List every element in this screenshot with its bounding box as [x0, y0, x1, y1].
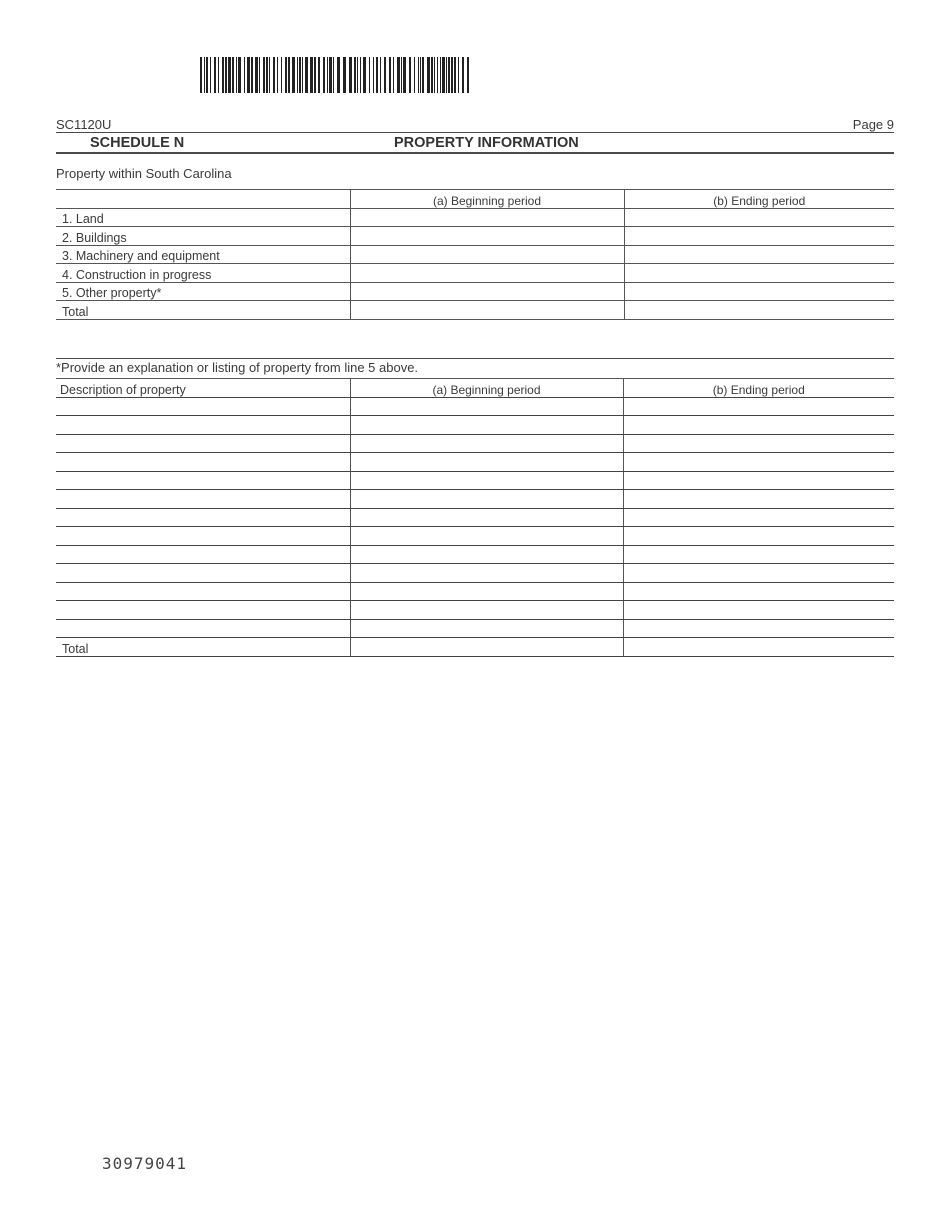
- property-description-table: [56, 378, 894, 657]
- beginning-field[interactable]: [350, 508, 623, 527]
- beginning-field[interactable]: [350, 397, 623, 416]
- beginning-field[interactable]: [350, 471, 623, 490]
- construction-ending-field[interactable]: [624, 264, 894, 283]
- beginning-field[interactable]: [350, 601, 623, 620]
- beginning-field[interactable]: [350, 619, 623, 638]
- table-row: [56, 453, 894, 472]
- ending-field[interactable]: [623, 490, 894, 509]
- table-row: [56, 619, 894, 638]
- table-row: [56, 416, 894, 435]
- buildings-ending-field[interactable]: [624, 227, 894, 246]
- description-field[interactable]: [56, 397, 350, 416]
- table-row: [56, 227, 894, 246]
- ending-field[interactable]: [623, 453, 894, 472]
- machinery-beginning-field[interactable]: [350, 245, 624, 264]
- beginning-field[interactable]: [350, 582, 623, 601]
- ending-field[interactable]: [623, 416, 894, 435]
- table-row: [56, 434, 894, 453]
- table-header-row: [56, 379, 894, 398]
- column-header-beginning: (a) Beginning period: [350, 379, 623, 398]
- table-row-total: [56, 638, 894, 657]
- other-ending-field[interactable]: [624, 282, 894, 301]
- ending-field[interactable]: [623, 508, 894, 527]
- land-ending-field[interactable]: [624, 208, 894, 227]
- row-label-land: 1. Land: [56, 208, 350, 227]
- row-label-total: Total: [56, 638, 350, 657]
- land-beginning-field[interactable]: [350, 208, 624, 227]
- description-field[interactable]: [56, 582, 350, 601]
- table-row: [56, 508, 894, 527]
- buildings-beginning-field[interactable]: [350, 227, 624, 246]
- beginning-field[interactable]: [350, 564, 623, 583]
- total-beginning-field[interactable]: [350, 301, 624, 320]
- column-header-ending: (b) Ending period: [623, 379, 894, 398]
- page-number: Page 9: [852, 117, 894, 132]
- description-field[interactable]: [56, 471, 350, 490]
- beginning-field[interactable]: [350, 453, 623, 472]
- table-row: [56, 545, 894, 564]
- ending-field[interactable]: [623, 434, 894, 453]
- ending-field[interactable]: [623, 582, 894, 601]
- ending-field[interactable]: [623, 397, 894, 416]
- barcode-image: [200, 57, 470, 93]
- table-row: [56, 245, 894, 264]
- description-field[interactable]: [56, 564, 350, 583]
- description-field[interactable]: [56, 508, 350, 527]
- description-field[interactable]: [56, 545, 350, 564]
- form-code: 30979041: [102, 1154, 188, 1173]
- table-row: [56, 397, 894, 416]
- row-label-total: Total: [56, 301, 350, 320]
- beginning-field[interactable]: [350, 490, 623, 509]
- ending-field[interactable]: [623, 471, 894, 490]
- table-row: [56, 208, 894, 227]
- description-field[interactable]: [56, 527, 350, 546]
- table-row: [56, 282, 894, 301]
- table-row: [56, 490, 894, 509]
- description-field[interactable]: [56, 601, 350, 620]
- construction-beginning-field[interactable]: [350, 264, 624, 283]
- other-beginning-field[interactable]: [350, 282, 624, 301]
- column-header-beginning: (a) Beginning period: [350, 190, 624, 209]
- header-rule-bottom: [56, 152, 894, 154]
- description-field[interactable]: [56, 434, 350, 453]
- section-label: Property within South Carolina: [56, 166, 232, 181]
- description-field[interactable]: [56, 490, 350, 509]
- total-ending-field[interactable]: [624, 301, 894, 320]
- ending-field[interactable]: [623, 601, 894, 620]
- table-row: [56, 601, 894, 620]
- table-header-row: [56, 190, 894, 209]
- beginning-field[interactable]: [350, 527, 623, 546]
- ending-field[interactable]: [623, 564, 894, 583]
- column-header-blank: [56, 190, 350, 209]
- explanation-note: *Provide an explanation or listing of property from line 5 above.: [56, 360, 419, 375]
- row-label-machinery: 3. Machinery and equipment: [56, 245, 350, 264]
- table-row: [56, 582, 894, 601]
- total-beginning-field[interactable]: [350, 638, 623, 657]
- table-row-total: [56, 301, 894, 320]
- ending-field[interactable]: [623, 619, 894, 638]
- table-row: [56, 471, 894, 490]
- total-ending-field[interactable]: [623, 638, 894, 657]
- ending-field[interactable]: [623, 527, 894, 546]
- property-table: [56, 189, 894, 320]
- row-label-other: 5. Other property*: [56, 282, 350, 301]
- row-label-buildings: 2. Buildings: [56, 227, 350, 246]
- beginning-field[interactable]: [350, 434, 623, 453]
- page-title: PROPERTY INFORMATION: [394, 135, 579, 151]
- column-header-ending: (b) Ending period: [624, 190, 894, 209]
- note-rule: [56, 358, 894, 359]
- table-row: [56, 564, 894, 583]
- description-field[interactable]: [56, 619, 350, 638]
- column-header-description: Description of property: [56, 379, 350, 398]
- beginning-field[interactable]: [350, 545, 623, 564]
- description-field[interactable]: [56, 453, 350, 472]
- table-row: [56, 264, 894, 283]
- ending-field[interactable]: [623, 545, 894, 564]
- row-label-construction: 4. Construction in progress: [56, 264, 350, 283]
- form-id: SC1120U: [56, 117, 112, 132]
- header-rule-top: [56, 132, 894, 133]
- description-field[interactable]: [56, 416, 350, 435]
- machinery-ending-field[interactable]: [624, 245, 894, 264]
- schedule-label: SCHEDULE N: [90, 135, 185, 151]
- beginning-field[interactable]: [350, 416, 623, 435]
- table-row: [56, 527, 894, 546]
